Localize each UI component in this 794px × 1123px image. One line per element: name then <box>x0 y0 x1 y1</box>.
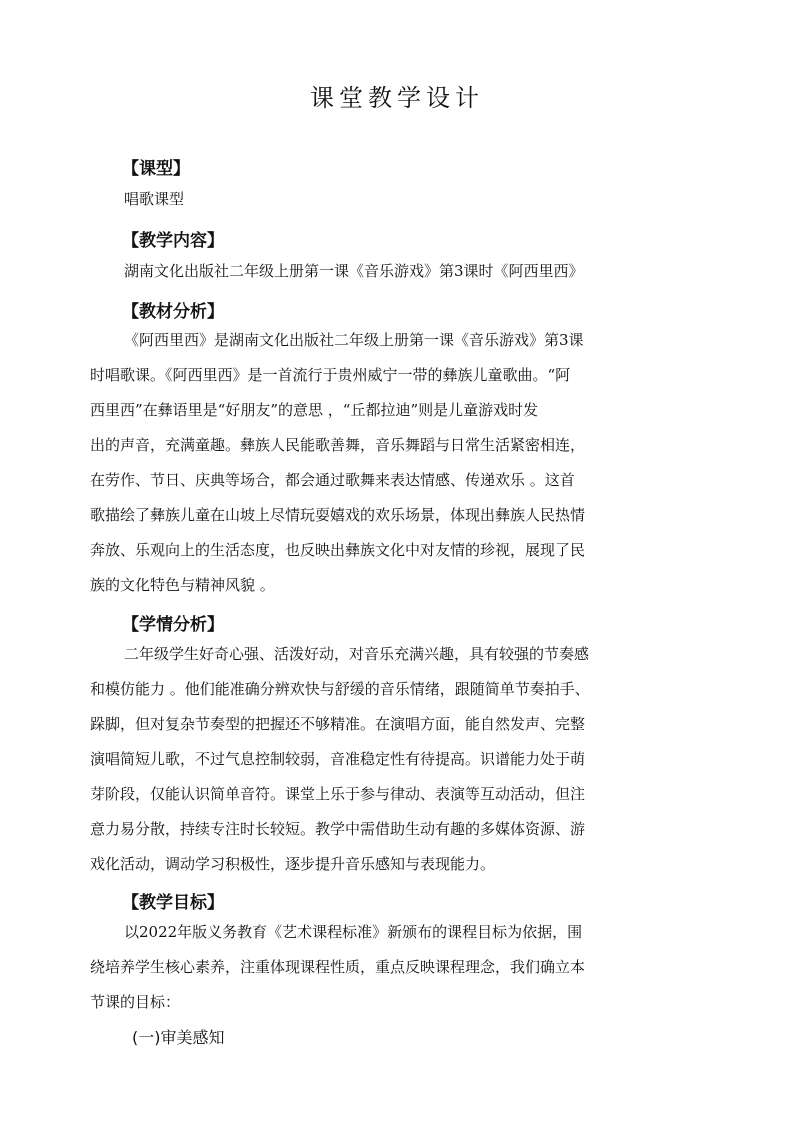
text-line: 意力易分散，持续专注时长较短。教学中需借助生动有趣的多媒体资源、游 <box>90 820 586 838</box>
text-line: 湖南文化出版社二年级上册第一课《音乐游戏》第3课时《阿西里西》 <box>124 262 584 280</box>
section-heading-content: 【教学内容】 <box>122 231 224 251</box>
text-line: 在劳作、节日、庆典等场合，都会通过歌舞来表达情感、传递欢乐 。这首 <box>90 471 575 489</box>
section-heading-type: 【课型】 <box>122 159 190 179</box>
text-line: 歌描绘了彝族儿童在山坡上尽情玩耍嬉戏的欢乐场景，体现出彝族人民热情 <box>90 506 586 524</box>
text-line: 族的文化特色与精神风貌 。 <box>90 576 275 594</box>
text-line: 唱歌课型 <box>124 190 185 208</box>
text-line: 节课的目标： <box>90 993 181 1011</box>
page-title: 课堂教学设计 <box>310 84 484 112</box>
text-line: 二年级学生好奇心强、活泼好动，对音乐充满兴趣，具有较强的节奏感 <box>124 645 590 663</box>
text-line: 跺脚，但对复杂节奏型的把握还不够精准。在演唱方面，能自然发声、完整 <box>90 715 586 733</box>
text-line: 西里西”在彝语里是“好朋友”的意思 ，“丘都拉迪”则是儿童游戏时发 <box>90 401 539 419</box>
text-line: 出的声音，充满童趣。彝族人民能歌善舞，音乐舞蹈与日常生活紧密相连， <box>90 436 586 454</box>
text-line: 演唱简短儿歌，不过气息控制较弱，音准稳定性有待提高。识谱能力处于萌 <box>90 750 586 768</box>
text-line: 戏化活动，调动学习积极性，逐步提升音乐感知与表现能力。 <box>90 855 496 873</box>
text-line: 奔放、乐观向上的生活态度，也反映出彝族文化中对友情的珍视，展现了民 <box>90 541 586 559</box>
subsection-heading: (一)审美感知 <box>132 1028 225 1047</box>
text-line: 《阿西里西》是湖南文化出版社二年级上册第一课《音乐游戏》第3课 <box>124 331 584 349</box>
section-heading-material: 【教材分析】 <box>122 302 224 322</box>
text-line: 芽阶段，仅能认识简单音符。课堂上乐于参与律动、表演等互动活动，但注 <box>90 785 586 803</box>
text-line: 以2022年版义务教育《艺术课程标准》新颁布的课程目标为依据，围 <box>124 923 583 941</box>
text-line: 和模仿能力 。他们能准确分辨欢快与舒缓的音乐情绪，跟随简单节奏拍手、 <box>90 680 590 698</box>
section-heading-students: 【学情分析】 <box>122 615 224 635</box>
section-heading-goals: 【教学目标】 <box>122 893 224 913</box>
text-line: 绕培养学生核心素养，注重体现课程性质，重点反映课程理念，我们确立本 <box>90 958 586 976</box>
text-line: 时唱歌课。《阿西里西》是一首流行于贵州威宁一带的彝族儿童歌曲。“阿 <box>90 366 571 384</box>
